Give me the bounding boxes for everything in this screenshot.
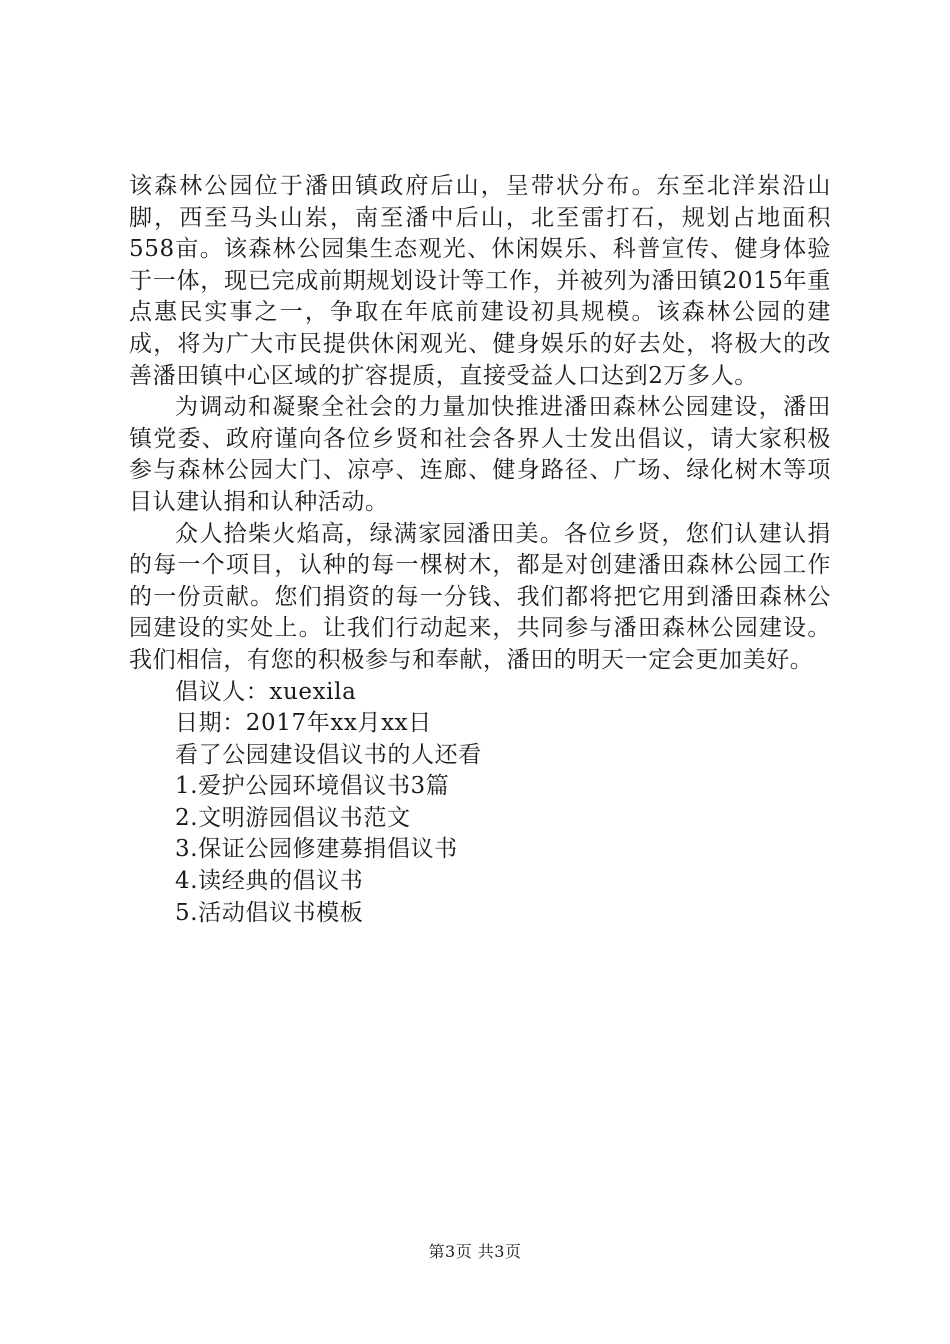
- paragraph-appeal: 众人拾柴火焰高，绿满家园潘田美。各位乡贤，您们认建认捐的每一个项目，认种的每一棵树木，都是对创建潘田森林公园工作的一份贡献。您们捐资的每一分钱、我们都将把它用到潘田森林公园建设的实处上。让我们行动起来，共同参与潘田森林公园建设。我们相信，有您的积极参与和奉献，潘田的明天一定会更加美好。: [129, 520, 831, 673]
- related-list: [129, 771, 831, 929]
- related-link[interactable]: 5.活动倡议书模板: [175, 899, 364, 926]
- related-link[interactable]: 1.爱护公园环境倡议书3篇: [175, 773, 450, 800]
- related-link[interactable]: 4.读经典的倡议书: [175, 868, 364, 895]
- proposer-line: 倡议人：xuexila: [175, 678, 357, 705]
- document-body: [129, 171, 831, 929]
- related-link[interactable]: 2.文明游园倡议书范文: [175, 804, 411, 831]
- page-number: 第3页 共3页: [428, 1242, 522, 1261]
- paragraph-call-to-action: 为调动和凝聚全社会的力量加快推进潘田森林公园建设，潘田镇党委、政府谨向各位乡贤和社会各界人士发出倡议，请大家积极参与森林公园大门、凉亭、连廊、健身路径、广场、绿化树木等项目认建认捐和认种活动。: [129, 394, 831, 515]
- related-link[interactable]: 3.保证公园修建募捐倡议书: [175, 836, 458, 863]
- related-heading: 看了公园建设倡议书的人还看: [175, 741, 482, 768]
- paragraph-park-location: 该森林公园位于潘田镇政府后山，呈带状分布。东至北洋岽沿山脚，西至马头山岽，南至潘中后山，北至雷打石，规划占地面积558亩。该森林公园集生态观光、休闲娱乐、科普宣传、健身体验于一体，现已完成前期规划设计等工作，并被列为潘田镇2015年重点惠民实事之一，争取在年底前建设初具规模。该森林公园的建成，将为广大市民提供休闲观光、健身娱乐的好去处，将极大的改善潘田镇中心区域的扩容提质，直接受益人口达到2万多人。: [129, 173, 831, 389]
- date-line: 日期：2017年xx月xx日: [175, 710, 432, 737]
